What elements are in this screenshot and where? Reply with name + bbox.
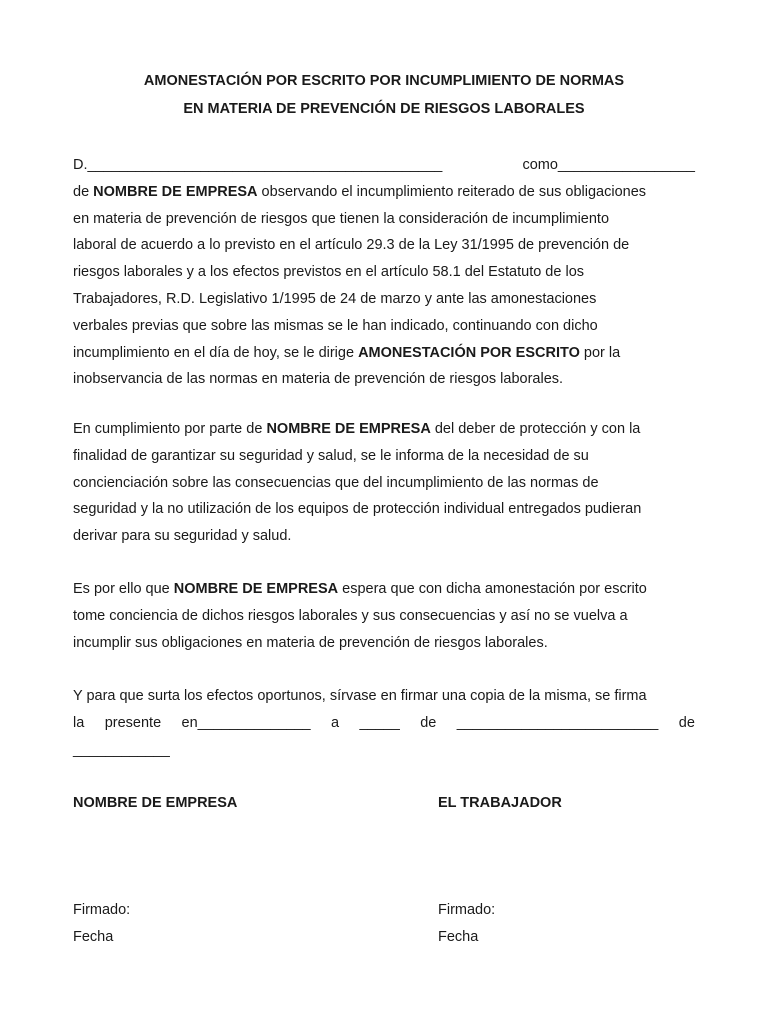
name-and-role-line: [73, 152, 695, 179]
company-name: NOMBRE DE EMPRESA: [173, 581, 339, 597]
place-date-token: de: [420, 714, 437, 731]
paragraph-3-line-1: Es por ello que NOMBRE DE EMPRESA espera que con dicha amonestación por escrito: [73, 581, 647, 597]
paragraph-2-line-4: seguridad y la no utilización de los equipos de protección individual entregados pudieran: [73, 501, 642, 518]
paragraph-1-line-2: en materia de prevención de riesgos que tienen la consideración de incumplimiento: [73, 210, 610, 227]
place-date-token: de: [678, 714, 695, 731]
paragraph-2-line-1: En cumplimiento por parte de NOMBRE DE EMPRESA del deber de protección y con la: [73, 421, 641, 437]
document-title-line2: EN MATERIA DE PREVENCIÓN DE RIESGOS LABORALES: [183, 101, 585, 117]
paragraph-3-line-3: incumplir sus obligaciones en materia de prevención de riesgos laborales.: [73, 634, 548, 651]
place-date-token: presente: [104, 714, 162, 731]
paragraph-1-line-4: riesgos laborales y a los efectos previstos en el artículo 58.1 del Estatuto de los: [73, 264, 585, 281]
paragraph-1-line-1: de NOMBRE DE EMPRESA observando el incumplimiento reiterado de sus obligaciones: [73, 183, 647, 200]
place-blank: en______________: [181, 714, 311, 731]
worker-signed-label: Firmado:: [438, 902, 496, 918]
paragraph-2-line-3: concienciación sobre las consecuencias que del incumplimiento de las normas de: [73, 474, 599, 491]
worker-date-label: Fecha: [438, 929, 479, 945]
paragraph-1-line-6: verbales previas que sobre las mismas se le han indicado, continuando con dicho: [73, 317, 598, 334]
paragraph-1: [73, 152, 695, 393]
place-date-token: a: [330, 714, 340, 731]
month-blank: _________________________: [456, 714, 659, 731]
paragraph-4-line-1: Y para que surta los efectos oportunos, sírvase en firmar una copia de la misma, se firma: [73, 688, 647, 704]
place-date-line: [73, 710, 695, 737]
company-name: NOMBRE DE EMPRESA: [266, 421, 431, 437]
paragraph-2: [73, 416, 695, 550]
paragraph-4: [73, 683, 695, 763]
day-blank: _____: [359, 714, 400, 731]
paragraph-2-line-5: derivar para su seguridad y salud.: [73, 528, 292, 545]
paragraph-2-line-2: finalidad de garantizar su seguridad y salud, se le informa de la necesidad de su: [73, 447, 589, 464]
employee-name-blank: D.____________________________________________: [73, 157, 443, 173]
paragraph-1-line-7: incumplimiento en el día de hoy, se le dirige AMONESTACIÓN POR ESCRITO por la: [73, 344, 621, 361]
paragraph-1-line-8: inobservancia de las normas en materia de prevención de riesgos laborales.: [73, 371, 564, 388]
company-date-label: Fecha: [73, 929, 114, 945]
place-date-token: la: [73, 714, 85, 731]
written-warning-emphasis: AMONESTACIÓN POR ESCRITO: [358, 344, 580, 361]
company-signature-header: NOMBRE DE EMPRESA: [73, 795, 238, 811]
year-blank: ____________: [73, 741, 170, 758]
document-title-line1: AMONESTACIÓN POR ESCRITO POR INCUMPLIMIENTO DE NORMAS: [143, 73, 625, 89]
paragraph-1-line-5: Trabajadores, R.D. Legislativo 1/1995 de 24 de marzo y ante las amonestaciones: [73, 290, 597, 307]
company-signed-label: Firmado:: [73, 902, 131, 918]
company-name: NOMBRE DE EMPRESA: [93, 183, 258, 200]
employee-role-blank: como_________________: [522, 157, 695, 173]
worker-signature-header: EL TRABAJADOR: [438, 795, 562, 811]
paragraph-3-line-2: tome conciencia de dichos riesgos laborales y sus consecuencias y así no se vuelva a: [73, 607, 628, 624]
paragraph-1-line-3: laboral de acuerdo a lo previsto en el artículo 29.3 de la Ley 31/1995 de prevención de: [73, 237, 630, 254]
paragraph-3: [73, 576, 695, 656]
